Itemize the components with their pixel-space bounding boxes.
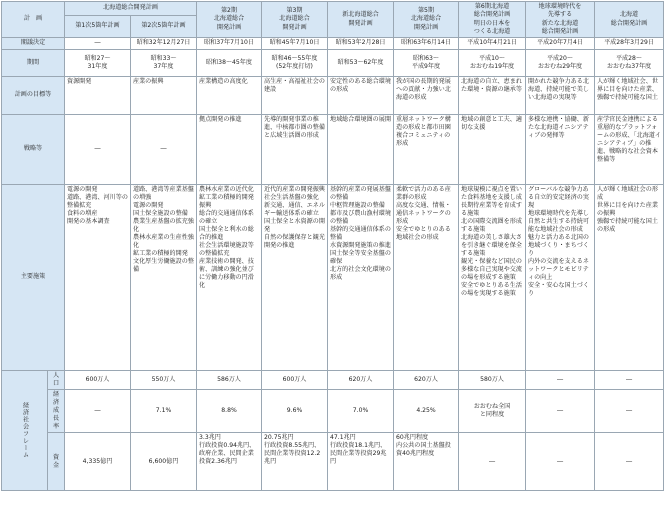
goals-cell: 産業構造の高度化 [197,77,262,115]
measures-cell-line: 国土保全施設の整備 [133,210,188,218]
measures-cell-line: 世界に目を向けた産業の振興 [597,202,658,218]
table-row [2,371,664,390]
row-label: 計画の目標等 [2,77,65,115]
measures-cell-line: 文化厚生労働施設の整備 [133,258,194,274]
period-cell-line: 昭和38～45年度 [206,58,252,66]
column-header-line: 新たな北海道 [541,19,579,27]
measures-cell-line: 中枢管理施設の整備 [330,202,385,210]
decision-cell: 昭和37年7月10日 [197,38,262,50]
period-cell-line: 昭和33～ [150,54,177,62]
funds-cell [526,433,595,491]
strategy-cell: 産学官民金連携による重層的なプラットフォームの形成、「北海道イニシアティブ」の推進、戦略的な社会資本整備等 [595,115,664,185]
column-header-line: 開発計画 [413,23,439,31]
growth-cell-line: 7.1% [155,407,172,415]
measures-cell-line: 水資源開発施策の推進 [330,242,391,250]
table-row [2,185,664,371]
table-row [2,115,664,185]
measures-cell-line: 道路、港湾、河川等の整備拡充 [67,194,128,210]
funds-cell [394,433,459,491]
table-row [2,77,664,115]
period-cell-line: 37年度 [153,63,174,70]
column-header-line: 北海道総合 [279,15,310,23]
decision-cell: 平成28年3月29日 [595,38,664,50]
measures-cell-line: 近代的産業の開発振興 [264,186,325,193]
column-header [328,2,394,38]
growth-cell-line: ― [556,407,564,415]
period-cell [394,50,459,77]
column-header-line: 地球環境時代を [538,3,582,11]
funds-cell-line: 行政投資8.55兆円、 [264,442,321,450]
funds-cell [197,433,262,491]
period-cell-line: おおむね29年度 [537,63,583,70]
measures-cell-line: 基幹的交通通信体系の整備 [330,226,391,242]
column-header-line: 明日の日本を [473,19,511,27]
measures-cell-line: 魅力と活力ある北国の地域づくり・まちづくり [528,234,589,258]
hokkaido-group-header: 北海道総合開発計画 [65,2,197,16]
population-cell: ― [526,371,595,390]
growth-cell [197,390,262,433]
measures-cell-line: 安全でゆとりある生活の場を実現する施策 [461,282,522,298]
period-cell [131,50,197,77]
measures-cell-line: 北方的社会文化環境の形成 [330,266,391,282]
funds-cell-line: 民間企業等投資29兆円 [330,450,387,466]
measures-cell-line: 鉱工業の積極的開発振興 [199,194,254,210]
framework-label: 経済社会フレーム [2,371,48,491]
measures-cell-line: 観光・保養など国民の多様な自己実現や交流の場を形成する施策 [461,258,522,282]
period-cell [595,50,664,77]
funds-cell-line: 政府企業、民間企業投資2.36兆円 [199,450,254,466]
population-cell: 550万人 [131,371,197,390]
period-cell [328,50,394,77]
goals-cell: 安定性のある総合環境の形成 [328,77,394,115]
growth-cell-line: おおむね全国 [473,403,511,411]
population-cell: 600万人 [65,371,131,390]
measures-cell-line: 農林水産業の生産性強化 [133,234,194,250]
strategy-cell: 地域の創意と工夫、適切な支援 [459,115,526,185]
column-header [197,2,262,38]
column-header [65,16,131,38]
goals-cell: 産業の振興 [131,77,197,115]
funds-cell-line: ― [556,457,564,465]
funds-cell-line: 内公共の国土基盤投資40兆円程度 [396,442,451,458]
table-row [2,38,664,50]
column-header-line: 第5期 [417,7,435,15]
population-cell: 580万人 [459,371,526,390]
measures-cell [197,185,262,371]
measures-cell-line: 地球環境時代を先導し自然と共生する持続可能な地域社会の形成 [528,210,589,234]
measures-cell-line: 柔軟で活力のある産業群の形成 [396,186,451,202]
measures-cell-line: 鉱工業の積極的開発 [133,250,188,258]
period-cell-line: (52年度打切) [276,63,313,70]
row-label: 閣議決定 [2,38,65,50]
measures-cell [459,185,526,371]
column-header [394,2,459,38]
measures-cell-line: 北海道の美しさ雄大さを引き継ぐ環境を保全する施策 [461,234,522,258]
period-cell-line: 平成9年度 [411,63,441,70]
measures-cell-line: 道路、港湾等産業基盤の増強 [133,186,194,202]
column-header-line: 総合開発計画 [473,11,511,19]
strategy-cell: ― [131,115,197,185]
period-cell-line: 昭和53～62年度 [337,58,384,66]
growth-cell [595,390,664,433]
column-header-line: 開発計画 [216,23,242,31]
measures-cell-line: 北の国際交流圏を形成する施策 [461,218,522,234]
measures-cell-line: 安全でゆとりのある地域社会の形成 [396,226,451,242]
period-cell [65,50,131,77]
measures-cell [328,185,394,371]
measures-cell-line: 農林水産業の近代化 [199,186,254,193]
measures-cell-line: 地球規模に視点を置いた食料基地を支援し成長期待産業等を育成する施策 [461,186,522,218]
funds-cell [131,433,197,491]
decision-cell: 平成20年7月4日 [526,38,595,50]
hokkaido-plan-table [1,1,664,491]
funds-cell-line: ― [488,457,496,465]
decision-cell: 昭和32年12月27日 [131,38,197,50]
measures-cell-line: 高度な交通、情報・通信ネットワークの形成 [396,202,451,226]
growth-cell [328,390,394,433]
plan-header: 計 画 [2,2,65,38]
goals-cell: 北海道の自立、恵まれた環境・資源の継承等 [459,77,526,115]
measures-cell-line: 安全・安心な国土づくり [528,282,589,298]
period-cell-line: 31年度 [87,63,108,70]
row-label: 人口 [48,371,65,390]
table-row [2,433,664,491]
funds-cell-line: 3.3兆円 [199,434,221,442]
column-header [526,2,595,38]
measures-cell-line: 農業生産基盤の拡充強化 [133,218,194,234]
measures-cell-line: 社会生活環境施設等の整備拡充 [199,242,254,258]
column-header-line: 北海道 [619,11,639,19]
column-header-line: 先導する [547,11,573,19]
table-row [2,50,664,77]
decision-cell: ― [65,38,131,50]
period-cell-line: おおむね37年度 [606,63,652,70]
column-header [459,2,526,38]
measures-cell [131,185,197,371]
funds-cell-line: 民間企業等投資12.2兆円 [264,450,321,466]
column-header-line: 総合開発計画 [541,27,579,35]
decision-cell: 昭和53年2月28日 [328,38,394,50]
column-header-line: 第6期北海道 [474,3,510,11]
measures-cell [394,185,459,371]
period-cell [459,50,526,77]
decision-cell: 昭和63年6月14日 [394,38,459,50]
column-header-line: 開発計画 [282,23,307,31]
period-cell-line: 昭和63～ [412,54,440,62]
measures-cell-line: 人が輝く地域社会の形成 [597,186,658,202]
strategy-cell: 重層ネットワーク構造の形成と都市田園複合コミュニティの形成 [394,115,459,185]
measures-cell-line: 食料の増産 [67,210,98,218]
measures-cell [595,185,664,371]
funds-cell [459,433,526,491]
measures-cell-line: 国土保全等安全基盤の確保 [330,250,391,266]
funds-cell-line: 行政投資18.1兆円、 [330,442,387,450]
period-cell-line: 平成10～ [478,54,506,62]
funds-cell-line: ― [625,457,633,465]
population-cell: 600万人 [262,371,328,390]
growth-cell [459,390,526,433]
period-cell [197,50,262,77]
growth-cell [394,390,459,433]
measures-cell-line: 国土保全と水資源の開発 [264,218,325,234]
period-cell-line: 平成20～ [546,54,574,62]
column-header [131,16,197,38]
growth-cell [65,390,131,433]
goals-cell: 資源開発 [65,77,131,115]
column-header-line: 北海道総合 [410,15,442,23]
row-label: 経済成長率 [48,390,65,433]
column-header-line: 第2期 [220,7,238,15]
goals-cell: 我が国の長期的発展への貢献・力強い北海道の形成 [394,77,459,115]
strategy-cell: ― [65,115,131,185]
strategy-cell: 多様な連携・協働、新たな北海道イニシアティブの発揮等 [526,115,595,185]
period-cell [262,50,328,77]
goals-cell: 開かれた競争力ある北海道、持続可能で美しい北海道の実現等 [526,77,595,115]
growth-cell-line: 7.0% [352,407,369,415]
funds-cell-line: 6,600億円 [148,457,179,465]
growth-cell-line: 8.8% [221,407,237,415]
strategy-cell: 地域総合環境圏の展開 [328,115,394,185]
column-header [262,2,328,38]
strategy-cell: 先導的開発事業の推進、中核都市圏の整備と広域生活圏の形成 [262,115,328,185]
funds-cell-line: 60兆円程度 [396,434,429,442]
period-cell-line: 昭和46～55年度 [271,54,318,62]
measures-cell-line: グローバルな競争力ある自立的安定経済の実現 [528,186,589,210]
row-label: 期間 [2,50,65,77]
decision-cell: 昭和45年7月10日 [262,38,328,50]
measures-cell [526,185,595,371]
growth-cell [131,390,197,433]
funds-cell-line: 47.1兆円 [330,434,356,442]
measures-cell-line: 都市及び農山漁村環境の整備 [330,210,391,226]
population-cell: 620万人 [328,371,394,390]
measures-cell [262,185,328,371]
population-cell: ― [595,371,664,390]
measures-cell-line: 電源の開発 [133,202,164,210]
column-header-line: 第2次5箇年計画 [141,22,186,30]
growth-cell-line: 9.6% [286,407,303,415]
measures-cell-line: 開発の基本調査 [67,218,110,226]
measures-cell-line: 強靱で持続可能な国土の形成 [597,218,658,234]
funds-cell [65,433,131,491]
funds-cell [262,433,328,491]
row-label: 主要施策 [2,185,65,371]
period-cell-line: 平成28～ [615,54,643,62]
column-header-line: 新北海道総合 [342,11,379,19]
measures-cell-line: 総合的交通通信体系の確立 [199,210,254,226]
growth-cell [262,390,328,433]
measures-cell-line: 基幹的産業の発展基盤の整備 [330,186,391,202]
column-header-line: 北海道総合 [213,15,245,23]
growth-cell-line: ― [94,407,101,415]
table-row [2,390,664,433]
growth-cell [526,390,595,433]
growth-cell-line: 4.25% [416,407,436,415]
funds-cell-line: 4,335億円 [82,457,113,465]
measures-cell-line: 新交通、通信、エネルギー輸送体系の確立 [264,202,325,218]
measures-cell-line: 国土保全と利水の総合的推進 [199,226,254,242]
funds-cell [328,433,394,491]
measures-cell-line: 社会生活基盤の強化 [264,194,319,202]
measures-cell-line: 産業技術の開発、技術、訓練の強化並びに労働力移動の円滑化 [199,258,254,290]
funds-cell [595,433,664,491]
period-cell-line: 昭和27～ [84,54,111,62]
measures-cell [65,185,131,371]
column-header-line: 開発計画 [348,19,373,27]
column-header-line: 第3期 [286,7,303,15]
measures-cell-line: 内外の交流を支えるネットワークとモビリティの向上 [528,258,589,282]
column-header-line: つくる北海道 [473,27,511,35]
measures-cell-line: 電源の開発 [67,186,98,193]
goals-cell: 人が輝く地域社会、世界に目を向けた産業、強靱で持続可能な国土 [595,77,664,115]
column-header-line: 総合開発計画 [610,19,648,27]
strategy-cell: 拠点開発の推進 [197,115,262,185]
population-cell: 586万人 [197,371,262,390]
growth-cell-line: と同程度 [479,411,505,419]
row-label: 資金 [48,433,65,491]
funds-cell-line: 20.75兆円 [264,434,294,442]
decision-cell: 平成10年4月21日 [459,38,526,50]
population-cell: 620万人 [394,371,459,390]
column-header-line: 第1次5箇年計画 [75,22,120,30]
period-cell-line: おおむね19年度 [469,63,515,70]
growth-cell-line: ― [625,407,633,415]
goals-cell: 高生産・高福祉社会の建設 [262,77,328,115]
column-header [595,2,664,38]
period-cell [526,50,595,77]
funds-cell-line: 行政投資0.94兆円、 [199,442,256,450]
row-label: 戦略等 [2,115,65,185]
measures-cell-line: 自然の保護保存と観光開発の推進 [264,234,325,250]
